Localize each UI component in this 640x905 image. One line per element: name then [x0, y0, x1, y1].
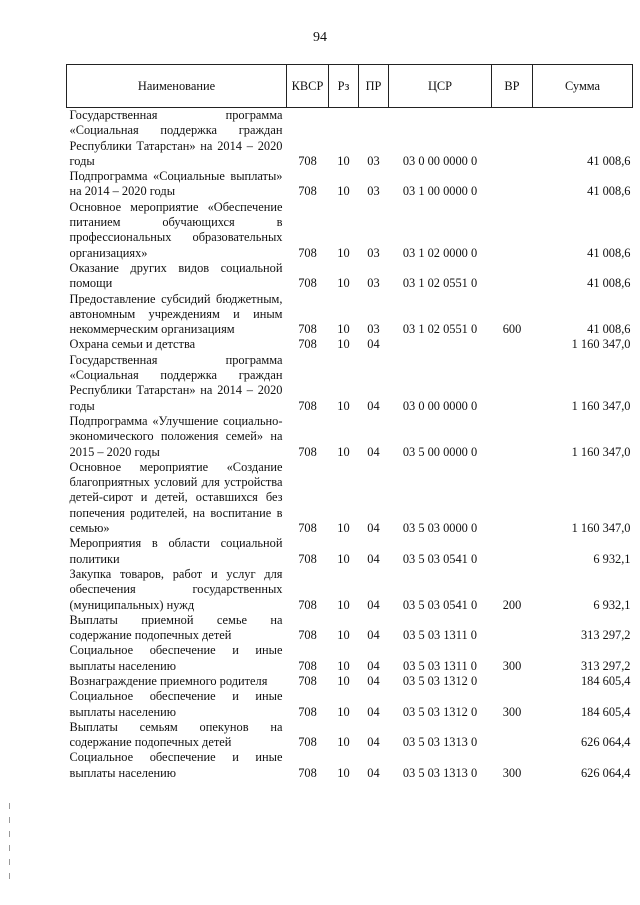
cell-name: Подпрограмма «Улучшение социально-экономического положения семей» на 2015 – 2020 годы [69, 413, 283, 459]
cell-rz: 10 [337, 153, 350, 168]
cell-rz: 10 [337, 398, 350, 413]
cell-vr [492, 536, 533, 567]
cell-kvsr: 708 [298, 628, 317, 643]
cell-sum: 1 160 347,0 [571, 398, 631, 413]
header-pr: ПР [359, 65, 389, 108]
cell-vr: 300 [502, 704, 522, 719]
cell-csr: 03 5 03 1311 0 [403, 628, 477, 643]
cell-name: Основное мероприятие «Обеспечение питанием обучающихся в профессиональных образовательных организациях» [69, 199, 283, 260]
cell-csr: 03 0 00 0000 0 [402, 398, 478, 413]
cell-rz: 10 [337, 184, 350, 199]
cell-kvsr: 708 [298, 337, 317, 352]
cell-rz: 10 [337, 551, 350, 566]
cell-pr: 04 [367, 551, 380, 566]
cell-csr: 03 1 00 0000 0 [402, 184, 478, 199]
header-kvsr: КВСР [287, 65, 329, 108]
cell-csr: 03 5 03 1312 0 [402, 673, 478, 688]
cell-csr: 03 5 03 0541 0 [402, 597, 478, 612]
cell-name: Выплаты семьям опекунов на содержание подопечных детей [69, 719, 283, 750]
cell-csr: 03 5 03 1313 0 [402, 735, 478, 750]
cell-pr: 03 [367, 322, 380, 337]
cell-sum: 41 008,6 [587, 153, 631, 168]
cell-vr [492, 261, 533, 292]
cell-kvsr: 708 [298, 322, 317, 337]
cell-sum: 41 008,6 [587, 322, 631, 337]
cell-csr: 03 5 03 1311 0 [403, 658, 477, 673]
cell-pr: 03 [367, 184, 380, 199]
cell-sum: 6 932,1 [593, 551, 631, 566]
table-row [67, 643, 633, 674]
header-sum: Сумма [533, 65, 633, 108]
cell-vr [492, 720, 533, 751]
cell-sum: 626 064,4 [580, 765, 631, 780]
table-row [67, 689, 633, 720]
table-row [67, 261, 633, 292]
header-csr: ЦСР [389, 65, 492, 108]
cell-pr: 04 [367, 597, 380, 612]
cell-csr: 03 1 02 0551 0 [402, 276, 478, 291]
cell-vr [492, 674, 533, 689]
cell-sum: 184 605,4 [580, 673, 631, 688]
cell-rz: 10 [337, 597, 350, 612]
cell-rz: 10 [337, 765, 350, 780]
cell-name: Подпрограмма «Социальные выплаты» на 2014 – 2020 годы [69, 169, 283, 199]
table-row [67, 613, 633, 644]
cell-kvsr: 708 [298, 276, 317, 291]
cell-sum: 313 297,2 [580, 658, 631, 673]
scan-edge-marks [8, 795, 12, 895]
cell-rz: 10 [337, 628, 350, 643]
cell-sum: 41 008,6 [587, 276, 631, 291]
cell-rz: 10 [337, 673, 350, 688]
cell-kvsr: 708 [298, 597, 317, 612]
cell-csr: 03 5 03 0000 0 [402, 521, 478, 536]
cell-csr [389, 337, 492, 352]
cell-pr: 04 [367, 658, 380, 673]
cell-kvsr: 708 [298, 735, 317, 750]
cell-rz: 10 [337, 245, 350, 260]
header-name: Наименование [67, 65, 287, 108]
cell-kvsr: 708 [298, 245, 317, 260]
table-row [67, 750, 633, 781]
cell-pr: 04 [367, 521, 380, 536]
cell-vr: 200 [502, 597, 522, 612]
cell-csr: 03 1 02 0000 0 [402, 245, 478, 260]
cell-sum: 1 160 347,0 [571, 521, 631, 536]
cell-sum: 626 064,4 [580, 735, 631, 750]
cell-name: Закупка товаров, работ и услуг для обеспечения государственных (муниципальных) нужд [69, 566, 283, 612]
cell-vr: 300 [502, 658, 522, 673]
cell-vr [492, 353, 533, 414]
cell-name: Социальное обеспечение и иные выплаты населению [69, 689, 283, 719]
cell-kvsr: 708 [298, 673, 317, 688]
cell-csr: 03 5 03 0541 0 [402, 551, 478, 566]
cell-csr: 03 1 02 0551 0 [402, 322, 478, 337]
cell-vr [492, 337, 533, 352]
cell-pr: 03 [367, 153, 380, 168]
cell-kvsr: 708 [298, 398, 317, 413]
cell-pr: 04 [367, 735, 380, 750]
cell-sum: 184 605,4 [580, 704, 631, 719]
cell-rz: 10 [337, 276, 350, 291]
cell-vr [492, 200, 533, 261]
cell-sum: 41 008,6 [587, 184, 631, 199]
table-row [67, 337, 633, 352]
cell-vr [492, 169, 533, 200]
cell-name: Государственная программа «Социальная поддержка граждан Республики Татарстан» на 2014 – 2020 годы [69, 352, 283, 413]
cell-vr: 600 [502, 322, 522, 337]
cell-pr: 04 [367, 337, 380, 352]
cell-kvsr: 708 [298, 521, 317, 536]
cell-kvsr: 708 [298, 765, 317, 780]
page-number: 94 [313, 30, 327, 45]
cell-csr: 03 5 00 0000 0 [402, 444, 478, 459]
cell-pr: 03 [367, 276, 380, 291]
cell-pr: 04 [367, 444, 380, 459]
table-row [67, 460, 633, 536]
cell-rz: 10 [337, 704, 350, 719]
table-row [67, 567, 633, 613]
header-vr: ВР [492, 65, 533, 108]
cell-sum: 6 932,1 [593, 597, 631, 612]
cell-name: Выплаты приемной семье на содержание подопечных детей [69, 612, 283, 643]
table-row [67, 720, 633, 751]
cell-name: Социальное обеспечение и иные выплаты населению [69, 643, 283, 673]
table-body [67, 108, 633, 782]
table-row [67, 536, 633, 567]
cell-sum: 1 160 347,0 [571, 337, 631, 352]
cell-name: Социальное обеспечение и иные выплаты населению [69, 750, 283, 780]
table-row [67, 292, 633, 338]
cell-pr: 04 [367, 673, 380, 688]
cell-kvsr: 708 [298, 153, 317, 168]
cell-rz: 10 [337, 322, 350, 337]
table-row [67, 169, 633, 200]
cell-rz: 10 [337, 735, 350, 750]
table-header [67, 65, 633, 108]
cell-rz: 10 [337, 337, 350, 352]
table-row [67, 674, 633, 689]
cell-kvsr: 708 [298, 444, 317, 459]
table-row [67, 200, 633, 261]
cell-name: Оказание других видов социальной помощи [69, 260, 283, 291]
cell-pr: 04 [367, 765, 380, 780]
cell-kvsr: 708 [298, 658, 317, 673]
cell-csr: 03 5 03 1313 0 [402, 765, 478, 780]
cell-pr: 04 [367, 398, 380, 413]
cell-csr: 03 5 03 1312 0 [402, 704, 478, 719]
cell-csr: 03 0 00 0000 0 [402, 153, 478, 168]
cell-name: Мероприятия в области социальной политики [69, 536, 283, 566]
cell-name: Основное мероприятие «Создание благоприятных условий для устройства детей-сирот и детей, оставшихся без попечения родителей, на воспитание в семью» [69, 459, 283, 536]
cell-name: Государственная программа «Социальная поддержка граждан Республики Татарстан» на 2014 – 2020 годы [69, 108, 283, 168]
table-row [67, 353, 633, 414]
cell-vr [492, 108, 533, 170]
cell-pr: 04 [367, 704, 380, 719]
cell-pr: 03 [367, 245, 380, 260]
cell-vr: 300 [502, 765, 522, 780]
cell-name: Охрана семьи и детства [69, 337, 196, 352]
cell-name: Предоставление субсидий бюджетным, автономным учреждениям и иным некоммерческим организациям [69, 291, 283, 337]
cell-vr [492, 460, 533, 536]
table-row [67, 414, 633, 460]
header-rz: Рз [329, 65, 359, 108]
cell-rz: 10 [337, 521, 350, 536]
cell-sum: 41 008,6 [587, 245, 631, 260]
cell-name: Вознаграждение приемного родителя [69, 673, 268, 688]
cell-sum: 1 160 347,0 [571, 444, 631, 459]
cell-pr: 04 [367, 628, 380, 643]
cell-rz: 10 [337, 444, 350, 459]
cell-kvsr: 708 [298, 704, 317, 719]
budget-table [66, 64, 633, 781]
cell-rz: 10 [337, 658, 350, 673]
cell-sum: 313 297,2 [580, 628, 631, 643]
cell-vr [492, 414, 533, 460]
cell-vr [492, 613, 533, 644]
table-row [67, 108, 633, 170]
cell-kvsr: 708 [298, 184, 317, 199]
cell-kvsr: 708 [298, 551, 317, 566]
